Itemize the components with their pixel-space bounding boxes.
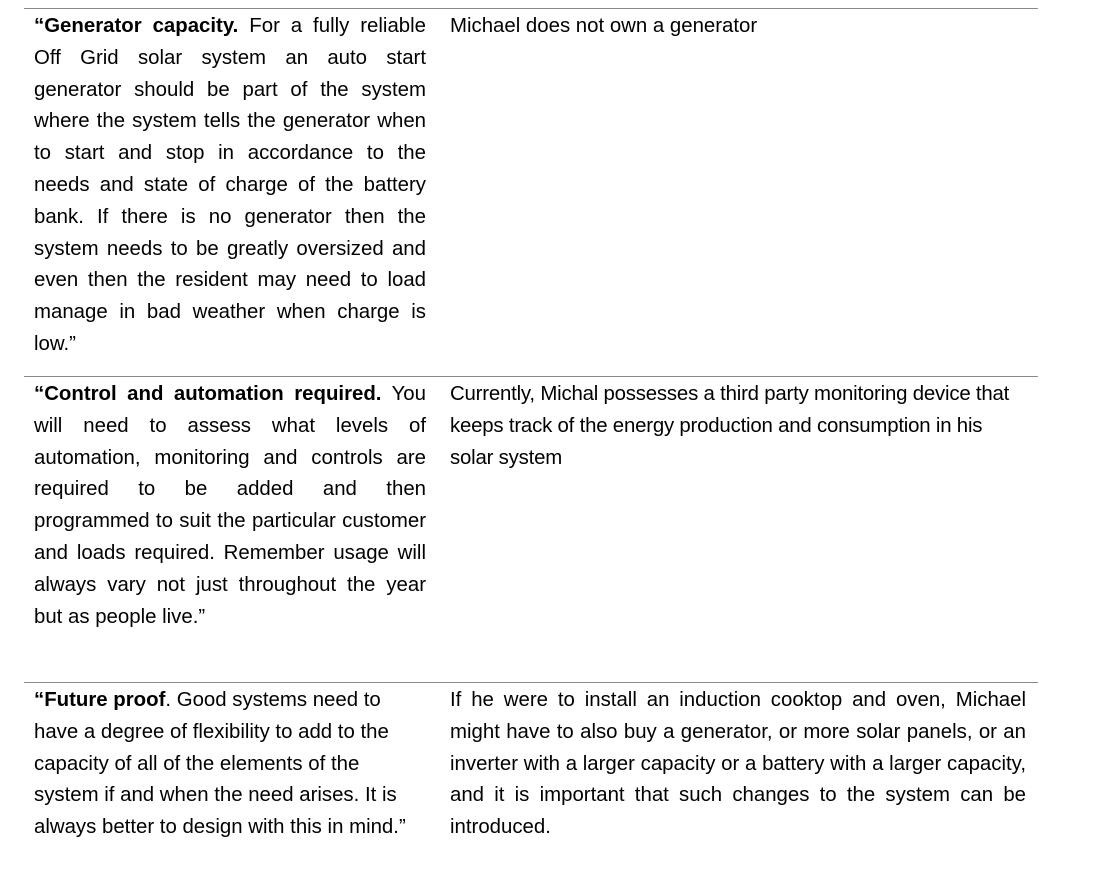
- criterion-cell: [24, 9, 450, 376]
- criterion-heading: “Future proof: [34, 689, 166, 711]
- criterion-heading: “Control and automation required.: [34, 383, 382, 405]
- table-row: [24, 376, 1038, 682]
- response-cell: Michael does not own a generator: [450, 15, 758, 37]
- response-cell: Currently, Michal possesses a third party monitoring device that keeps track of the energy production and consumption in his solar system: [450, 383, 1010, 469]
- criterion-heading: “Generator capacity.: [34, 15, 239, 37]
- criterion-cell: [24, 683, 450, 888]
- response-cell: If he were to install an induction cooktop and oven, Michael might have to also buy a generator, or more solar panels, or an inverter with a larger capacity or a battery with a larger capacity, and it is important that such changes to the system can be introduced.: [450, 689, 1026, 839]
- table-row: [24, 682, 1038, 888]
- criteria-table: [24, 8, 1038, 888]
- criterion-text: For a fully reliable Off Grid solar system an auto start generator should be part of the system where the system tells the generator when to start and stop in accordance to the needs and state of charge of the battery bank. If there is no generator then the system needs to be greatly oversized and even then the resident may need to load manage in bad weather when charge is low.”: [34, 15, 426, 355]
- criterion-cell: [24, 377, 450, 682]
- criterion-text: You will need to assess what levels of automation, monitoring and controls are required to be added and then programmed to suit the particular customer and loads required. Remember usage will always vary not just throughout the year but as people live.”: [34, 383, 426, 628]
- table-row: [24, 8, 1038, 376]
- criterion-text: . Good systems need to have a degree of flexibility to add to the capacity of all of the elements of the system if and when the need arises. It is always better to design with this in mind.”: [34, 689, 406, 839]
